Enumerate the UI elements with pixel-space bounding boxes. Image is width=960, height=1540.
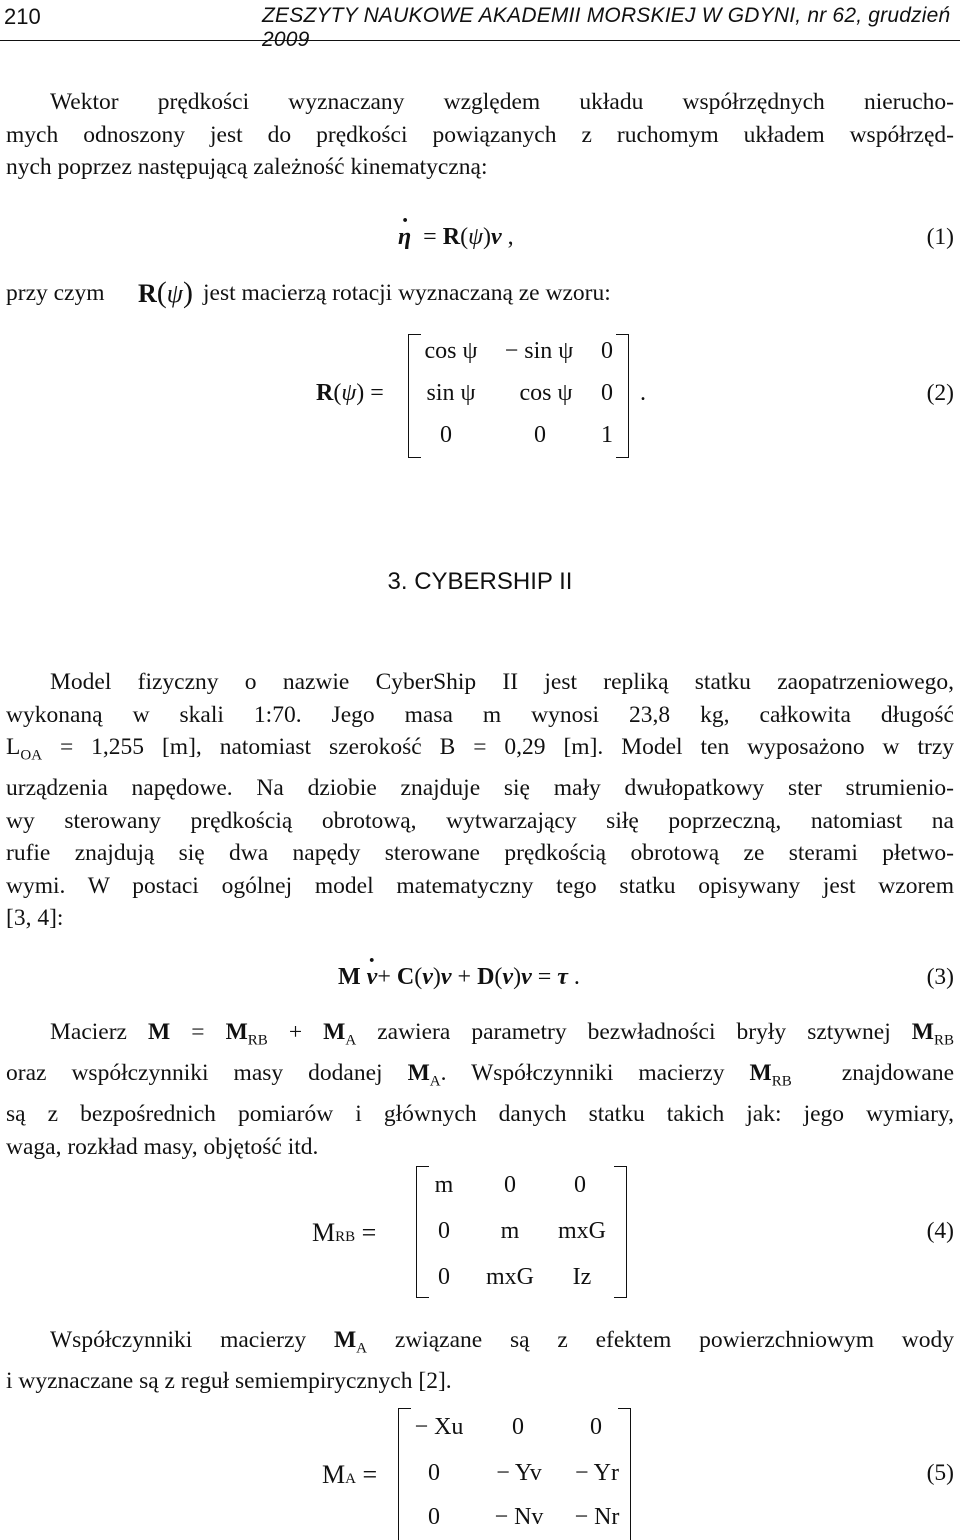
- matrix-cell: 0: [590, 1414, 602, 1440]
- matrix-cell: 0: [438, 1264, 450, 1290]
- matrix-cell: 0: [601, 338, 613, 364]
- matrix-cell: m: [500, 1218, 520, 1244]
- wspol-line-2: i wyznaczane są z reguł semiempirycznych [2].: [6, 1368, 452, 1395]
- matrix-cell: Iz: [572, 1264, 592, 1290]
- right-bracket: [614, 1166, 627, 1298]
- model-line-2: wykonaną w skali 1:70. Jego masa m wynosi 23,8 kg, całkowita długość: [6, 701, 954, 728]
- model-line-6: rufie znajdują się dwa napędy sterowane prędkością obrotową ze sterami płetwo-: [6, 840, 954, 867]
- model-line-1: Model fizyczny o nazwie CyberShip II jest repliką statku zaopatrzeniowego,: [50, 669, 954, 695]
- matrix-cell: cos ψ: [424, 338, 478, 364]
- macierz-line-4: waga, rozkład masy, objętość itd.: [6, 1133, 319, 1160]
- model-line-4: urządzenia napędowe. Na dziobie znajduje się mały dwułopatkowy ster strumienio-: [6, 775, 954, 802]
- matrix-cell: 0: [440, 422, 452, 448]
- intro-line-2: mych odnoszony jest do prędkości powiązanych z ruchomym układem współrzęd-: [6, 121, 954, 148]
- matrix-cell: mxG: [558, 1218, 606, 1244]
- matrix-cell: cos ψ: [519, 380, 573, 406]
- matrix-cell: 0: [512, 1414, 524, 1440]
- model-paragraph: [6, 666, 954, 935]
- running-header: [0, 0, 960, 51]
- equation-number-4: (4): [926, 1218, 954, 1244]
- matrix-cell: 0: [438, 1218, 450, 1244]
- matrix-cell: mxG: [486, 1264, 534, 1290]
- equation-number-2: (2): [926, 380, 954, 406]
- matrix-cell: 1: [601, 422, 613, 448]
- intro-paragraph: [6, 86, 954, 184]
- journal-title: ZESZYTY NAUKOWE AKADEMII MORSKIEJ W GDYNI, nr 62, grudzień 2009: [262, 4, 951, 51]
- macierz-line-2: oraz współczynniki masy dodanej $M_A$. Współczynniki macierzy $M_{RB}$ znajdowane: [6, 1060, 955, 1090]
- model-line-8: [3, 4]:: [6, 905, 64, 932]
- matrix-cell: m: [434, 1172, 454, 1198]
- matrix-cell: − Xu: [414, 1414, 464, 1440]
- matrix-cell: 0: [428, 1460, 440, 1486]
- wspol-line-1: Współczynniki macierzy $M_A$ związane są z efektem powierzchniowym wody: [50, 1327, 954, 1357]
- page-number: 210: [4, 4, 41, 29]
- intro-line-1: Wektor prędkości wyznaczany względem układu współrzędnych nierucho-: [50, 89, 954, 115]
- added-mass-paragraph: [6, 1324, 954, 1398]
- equation-number-3: (3): [926, 964, 954, 990]
- matrix-cell: − sin ψ: [504, 338, 574, 364]
- matrix-cell: sin ψ: [426, 380, 476, 406]
- rotation-matrix-text: jest macierzą rotacji wyznaczaną ze wzoru:: [203, 280, 611, 306]
- model-line-3: $L_{OA} = 1,255$ [m], natomiast szerokość B = 0,29 [m]. Model ten wyposażono w trzy: [6, 734, 954, 764]
- matrix-cell: 0: [534, 422, 546, 448]
- matrix-cell: − Nr: [574, 1504, 620, 1530]
- macierz-line-3: są z bezpośrednich pomiarów i głównych danych statku takich jak: jego wymiary,: [6, 1101, 954, 1128]
- model-line-5: wy sterowany prędkością obrotową, wytwarzający siłę poprzeczną, natomiast na: [6, 807, 954, 834]
- matrix-cell: − Yv: [496, 1460, 542, 1486]
- matrix-cell: − Nv: [494, 1504, 544, 1530]
- equation-number-5: (5): [926, 1460, 954, 1486]
- matrix-cell: 0: [428, 1504, 440, 1530]
- macierz-line-1: Macierz $M = M_{RB} + M_A$ zawiera parametry bezwładności bryły sztywnej $M_{RB}$: [50, 1019, 954, 1049]
- matrix-cell: − Yr: [575, 1460, 619, 1486]
- mass-matrix-paragraph: [6, 1016, 954, 1163]
- matrix-cell: 0: [574, 1172, 586, 1198]
- matrix-cell: 0: [504, 1172, 516, 1198]
- intro-line-3: nych poprzez następującą zależność kinematyczną:: [6, 154, 488, 180]
- matrix-cell: 0: [601, 380, 613, 406]
- model-line-7: wymi. W postaci ogólnej model matematyczny tego statku opisywany jest wzorem: [6, 872, 954, 899]
- equation-number-1: (1): [926, 224, 954, 250]
- przy-czym-text: przy czym: [6, 280, 105, 306]
- section-heading: 3. CYBERSHIP II: [387, 568, 573, 595]
